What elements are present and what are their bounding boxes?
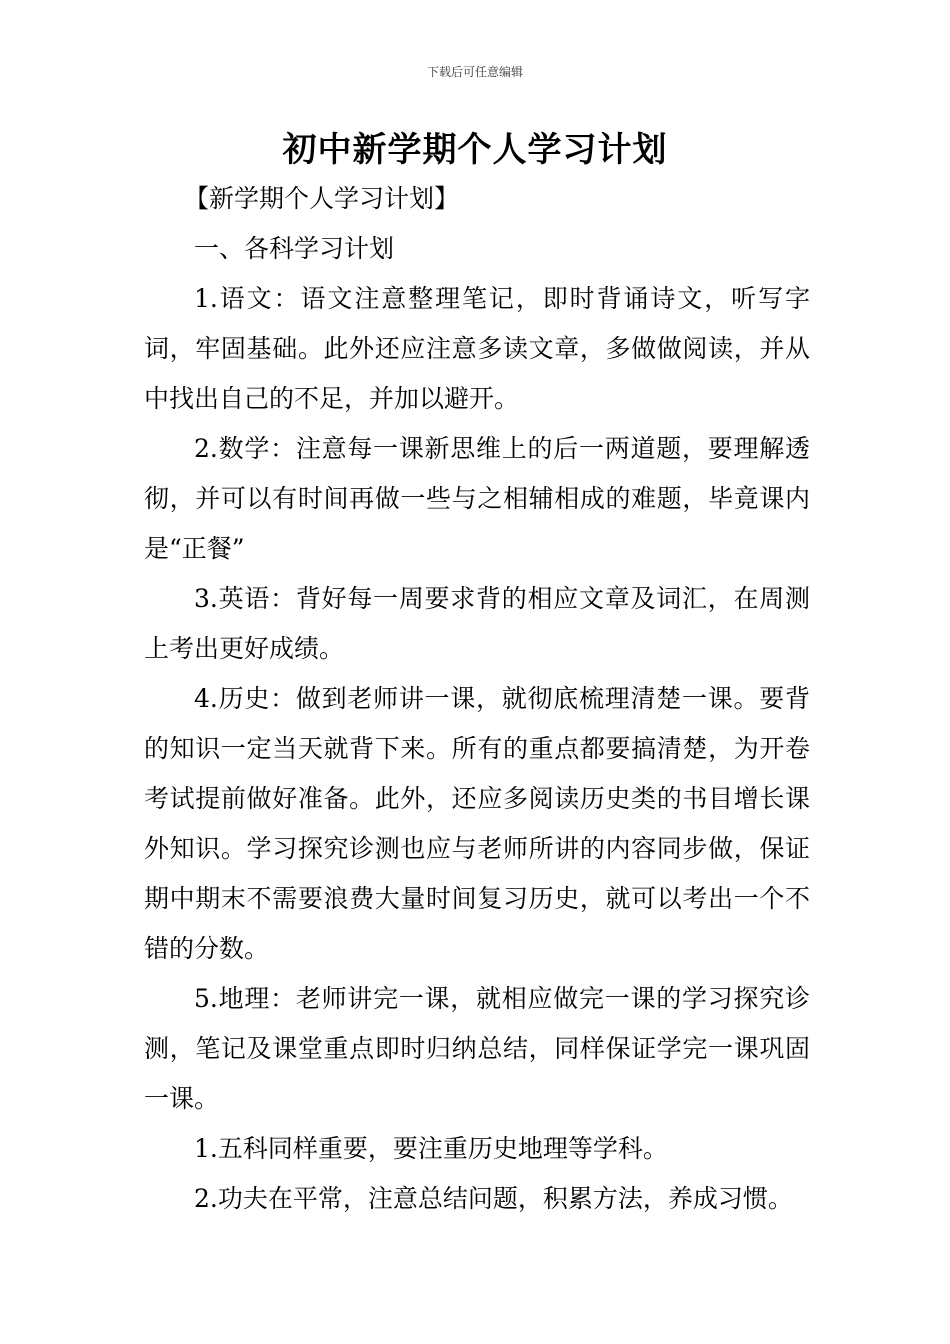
paragraph-math: 2.数学：注意每一课新思维上的后一两道题，要理解透彻，并可以有时间再做一些与之相辅相成的难题，毕竟课内是“正餐” (144, 434, 810, 563)
paragraph-geography: 5.地理：老师讲完一课，就相应做完一课的学习探究诊测，笔记及课堂重点即时归纳总结，同样保证学完一课巩固一课。 (144, 984, 810, 1113)
paragraph-chinese: 1.语文：语文注意整理笔记，即时背诵诗文，听写字词，牢固基础。此外还应注意多读文章，多做做阅读，并从中找出自己的不足，并加以避开。 (144, 284, 810, 413)
paragraph-english: 3.英语：背好每一周要求背的相应文章及词汇，在周测上考出更好成绩。 (144, 584, 810, 663)
section-heading-bracket: 【新学期个人学习计划】 (184, 184, 460, 213)
header-note: 下载后可任意编辑 (426, 65, 523, 79)
paragraph-point-1: 1.五科同样重要，要注重历史地理等学科。 (194, 1134, 668, 1163)
document-body (144, 174, 810, 1224)
paragraph-history: 4.历史：做到老师讲一课，就彻底梳理清楚一课。要背的知识一定当天就背下来。所有的重点都要搞清楚，为开卷考试提前做好准备。此外，还应多阅读历史类的书目增长课外知识。学习探究诊测也应与老师所讲的内容同步做，保证期中期末不需要浪费大量时间复习历史，就可以考出一个不错的分数。 (144, 684, 810, 963)
paragraph-point-2: 2.功夫在平常，注意总结问题，积累方法，养成习惯。 (194, 1184, 793, 1213)
document-title: 初中新学期个人学习计划 (282, 130, 668, 170)
section-heading: 一、各科学习计划 (194, 234, 395, 263)
